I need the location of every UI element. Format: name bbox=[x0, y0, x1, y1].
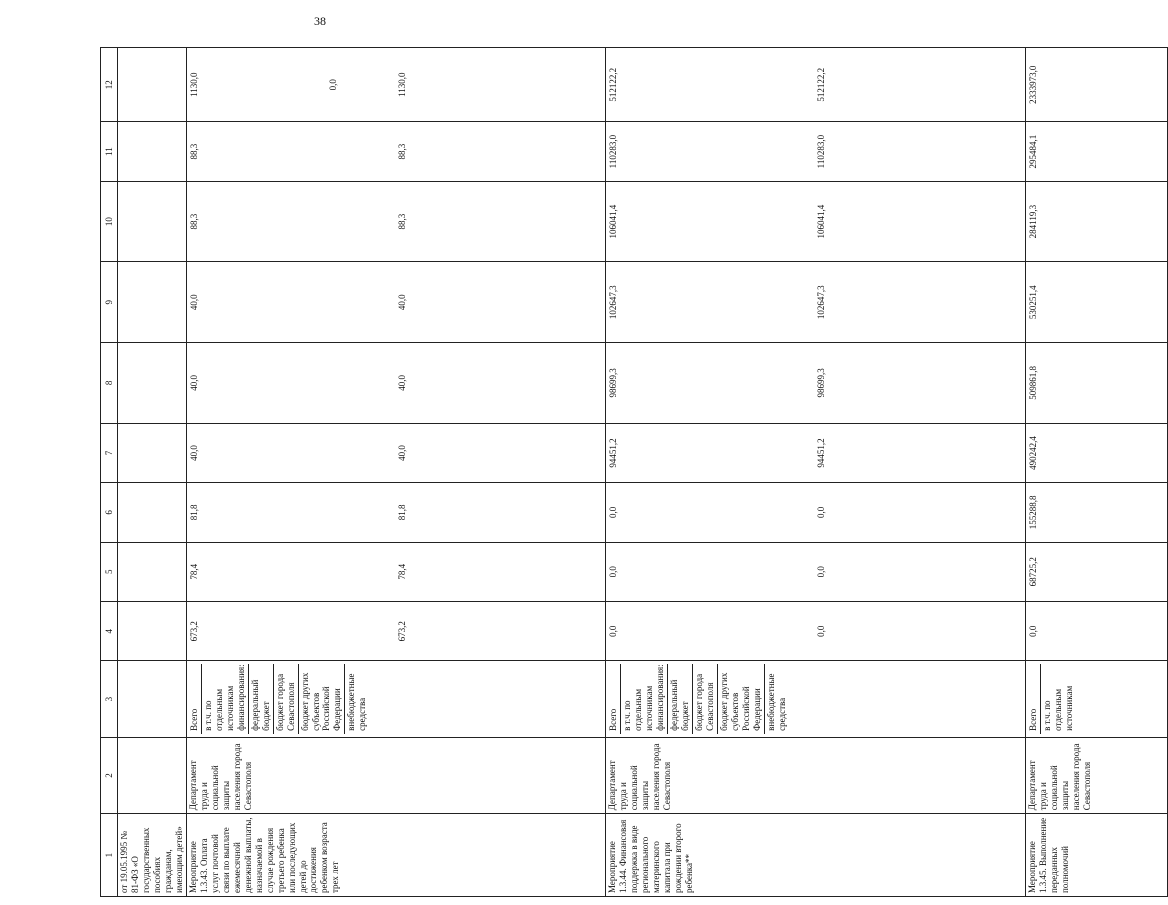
table-cell-value bbox=[257, 605, 326, 657]
value-column bbox=[1025, 262, 1167, 343]
table-cell-value: 530251,4 bbox=[1027, 285, 1038, 320]
table-cell-value bbox=[954, 265, 1023, 339]
table-cell-value bbox=[535, 125, 604, 177]
table-cell-value bbox=[954, 486, 1023, 538]
column-header: 5 bbox=[101, 542, 118, 601]
funding-source: бюджет города Севастополя bbox=[693, 664, 718, 733]
table-cell-value bbox=[465, 125, 534, 177]
column-header: 3 bbox=[101, 661, 118, 737]
measure-row bbox=[606, 48, 1025, 897]
empty-cell bbox=[118, 661, 187, 737]
value-column bbox=[1025, 181, 1167, 262]
table-cell-value: 509861,8 bbox=[1027, 366, 1038, 400]
table-cell-value: 0,0 bbox=[1027, 625, 1038, 637]
table-cell-value: 0,0 bbox=[816, 566, 827, 578]
funding-source: в т.ч. по отдельным источникам финансирования: bbox=[621, 664, 668, 733]
table-cell-value: 88,3 bbox=[397, 143, 408, 160]
table-cell-value: 102647,3 bbox=[608, 285, 619, 320]
table-cell-value bbox=[677, 125, 746, 177]
column-header: 8 bbox=[101, 343, 118, 424]
table-cell-value bbox=[535, 546, 604, 598]
value-column bbox=[606, 483, 1025, 542]
empty-cell bbox=[118, 737, 187, 813]
funding-source: Всего bbox=[188, 664, 202, 733]
table-cell-value: 284119,3 bbox=[1027, 204, 1038, 239]
table-cell-value bbox=[954, 427, 1023, 479]
value-column bbox=[1025, 423, 1167, 482]
table-cell-value bbox=[465, 185, 534, 259]
value-column bbox=[606, 48, 1025, 122]
table-cell-value: 0,0 bbox=[608, 506, 619, 518]
value-column bbox=[1025, 343, 1167, 424]
table-cell-value bbox=[746, 185, 815, 259]
value-column bbox=[186, 48, 605, 122]
funding-source: бюджет города Севастополя bbox=[274, 664, 299, 733]
rotated-sheet bbox=[100, 47, 1092, 897]
table-cell-value bbox=[257, 546, 326, 598]
value-column bbox=[606, 602, 1025, 661]
funding-source: внебюджетные средства bbox=[346, 673, 368, 731]
table-cell-value bbox=[535, 486, 604, 538]
table-cell-value: 40,0 bbox=[397, 375, 408, 391]
table-cell-value bbox=[885, 486, 954, 538]
value-column bbox=[186, 262, 605, 343]
table-cell-value bbox=[327, 546, 396, 598]
table-cell-value: 94451,2 bbox=[608, 438, 619, 468]
table-cell-value: 1130,0 bbox=[397, 72, 408, 97]
table-cell-value: 40,0 bbox=[188, 294, 199, 311]
table-cell-value bbox=[535, 427, 604, 479]
table-cell-value bbox=[954, 51, 1023, 118]
column-header: 12 bbox=[101, 48, 118, 122]
table-cell-value bbox=[885, 546, 954, 598]
table-cell-value bbox=[954, 546, 1023, 598]
value-column bbox=[606, 122, 1025, 181]
table-cell-value bbox=[257, 346, 326, 420]
funding-source: в т.ч. по отдельным источникам финансирования: bbox=[202, 664, 249, 733]
table-cell-value: 40,0 bbox=[188, 375, 199, 391]
funding-source: федеральный бюджет bbox=[249, 664, 274, 733]
value-column bbox=[186, 122, 605, 181]
column-header: 11 bbox=[101, 122, 118, 181]
table-cell-value bbox=[327, 185, 396, 259]
value-column bbox=[186, 602, 605, 661]
table-cell-value bbox=[954, 346, 1023, 420]
measure-name: Мероприятие 1.3.43. Оплата услуг почтовой связи по выплате ежемесячной денежной выплаты, назначаемой в случае рождения третьего ребенка или последующих детей до достижения ребенком возраста трех лет bbox=[186, 814, 605, 897]
table-cell-value bbox=[885, 605, 954, 657]
table-cell-value: 0,0 bbox=[816, 625, 827, 637]
empty-cell bbox=[118, 542, 187, 601]
table-cell-value bbox=[257, 486, 326, 538]
table-cell-value: 78,4 bbox=[397, 563, 408, 580]
table-cell-value bbox=[885, 51, 954, 118]
empty-cell bbox=[118, 343, 187, 424]
value-column bbox=[606, 542, 1025, 601]
table-cell-value: 110283,0 bbox=[608, 134, 619, 169]
column-header: 6 bbox=[101, 483, 118, 542]
table-cell-value bbox=[1096, 125, 1165, 177]
value-column bbox=[1025, 48, 1167, 122]
executor-name: Департамент труда и социальной защиты населения города Севастополя bbox=[1025, 737, 1167, 813]
table-cell-value: 0,0 bbox=[816, 506, 827, 518]
value-column bbox=[1025, 122, 1167, 181]
table-cell-value: 78,4 bbox=[188, 563, 199, 580]
table-cell-value: 88,3 bbox=[188, 213, 199, 230]
table-cell-value bbox=[257, 427, 326, 479]
table-cell-value bbox=[465, 51, 534, 118]
funding-source: бюджет других субъектов Российской Федерации bbox=[718, 664, 765, 733]
table-cell-value bbox=[465, 265, 534, 339]
table-cell-value bbox=[677, 51, 746, 118]
column-header: 7 bbox=[101, 423, 118, 482]
table-cell-value bbox=[535, 346, 604, 420]
value-column bbox=[186, 343, 605, 424]
table-cell-value bbox=[327, 125, 396, 177]
empty-cell bbox=[118, 122, 187, 181]
table-cell-value bbox=[954, 605, 1023, 657]
table-cell-value: 81,8 bbox=[188, 504, 199, 521]
budget-table bbox=[100, 47, 1168, 897]
table-cell-value bbox=[327, 346, 396, 420]
table-cell-value bbox=[1096, 605, 1165, 657]
table-cell-value bbox=[885, 346, 954, 420]
table-cell-value: 673,2 bbox=[397, 621, 408, 642]
table-cell-value: 1130,0 bbox=[188, 72, 199, 97]
table-cell-value: 106041,4 bbox=[608, 204, 619, 239]
table-cell-value: 40,0 bbox=[188, 445, 199, 461]
column-header: 9 bbox=[101, 262, 118, 343]
table-cell-value bbox=[1096, 546, 1165, 598]
table-cell-value: 40,0 bbox=[397, 294, 408, 311]
table-cell-value bbox=[465, 486, 534, 538]
table-cell-value bbox=[1096, 51, 1165, 118]
funding-sources bbox=[606, 661, 1025, 737]
table-cell-value bbox=[677, 546, 746, 598]
funding-source: в т.ч. по отдельным источникам bbox=[1041, 685, 1074, 731]
table-cell-value: 110283,0 bbox=[816, 134, 827, 169]
table-cell-value bbox=[465, 605, 534, 657]
table-cell-value bbox=[327, 427, 396, 479]
table-cell-value bbox=[746, 486, 815, 538]
table-cell-value bbox=[746, 427, 815, 479]
table-cell-value bbox=[1096, 486, 1165, 538]
value-column bbox=[606, 343, 1025, 424]
table-rotator bbox=[100, 47, 1092, 897]
table-cell-value bbox=[535, 265, 604, 339]
table-cell-value bbox=[327, 265, 396, 339]
table-cell-value: 94451,2 bbox=[816, 438, 827, 468]
table-cell-value bbox=[1096, 427, 1165, 479]
value-column bbox=[186, 423, 605, 482]
funding-source: внебюджетные средства bbox=[765, 673, 787, 731]
table-cell-value bbox=[465, 346, 534, 420]
table-cell-value: 673,2 bbox=[188, 621, 199, 642]
measure-row bbox=[1025, 48, 1167, 897]
table-cell-value bbox=[885, 427, 954, 479]
measure-row bbox=[186, 48, 605, 897]
table-cell-value bbox=[746, 546, 815, 598]
funding-sources bbox=[1025, 661, 1167, 737]
value-column bbox=[186, 483, 605, 542]
table-cell-value bbox=[677, 486, 746, 538]
value-column bbox=[1025, 602, 1167, 661]
empty-cell bbox=[118, 602, 187, 661]
table-cell-value bbox=[746, 51, 815, 118]
table-cell-value: 102647,3 bbox=[816, 285, 827, 320]
column-header: 10 bbox=[101, 181, 118, 262]
value-column bbox=[606, 262, 1025, 343]
table-cell-value bbox=[954, 125, 1023, 177]
table-cell-value: 0,0 bbox=[608, 625, 619, 637]
table-cell-value bbox=[746, 346, 815, 420]
value-column bbox=[606, 181, 1025, 262]
measure-name: Мероприятие 1.3.45. Выполнение переданных полномочий bbox=[1025, 814, 1167, 897]
funding-source: Всего bbox=[607, 664, 621, 733]
table-cell-value: 2333973,0 bbox=[1027, 65, 1038, 104]
table-cell-value bbox=[677, 605, 746, 657]
funding-source: федеральный бюджет bbox=[668, 664, 693, 733]
value-column bbox=[1025, 542, 1167, 601]
table-cell-value: 512122,2 bbox=[816, 67, 827, 102]
empty-cell bbox=[118, 262, 187, 343]
table-cell-value bbox=[885, 265, 954, 339]
funding-source: бюджет других субъектов Российской Федерации bbox=[299, 664, 346, 733]
value-column bbox=[606, 423, 1025, 482]
table-cell-value bbox=[257, 185, 326, 259]
table-cell-value bbox=[746, 605, 815, 657]
table-cell-value bbox=[885, 125, 954, 177]
table-cell-value bbox=[327, 486, 396, 538]
funding-source: Всего bbox=[1027, 664, 1041, 733]
table-cell-value bbox=[535, 605, 604, 657]
empty-cell bbox=[118, 181, 187, 262]
table-cell-value: 98699,3 bbox=[816, 368, 827, 398]
table-cell-value bbox=[465, 546, 534, 598]
value-column bbox=[1025, 483, 1167, 542]
page-number: 38 bbox=[314, 14, 326, 28]
column-header: 1 bbox=[101, 814, 118, 897]
table-cell-value: 40,0 bbox=[397, 445, 408, 461]
table-cell-value: 490242,4 bbox=[1027, 436, 1038, 470]
empty-cell bbox=[118, 483, 187, 542]
table-cell-value bbox=[1096, 346, 1165, 420]
table-cell-value bbox=[1096, 185, 1165, 259]
table-cell-value bbox=[465, 427, 534, 479]
table-cell-value: 88,3 bbox=[397, 213, 408, 230]
table-cell-value bbox=[257, 51, 326, 118]
empty-cell bbox=[118, 423, 187, 482]
table-cell-value bbox=[677, 346, 746, 420]
table-cell-value: 81,8 bbox=[397, 504, 408, 521]
column-header: 4 bbox=[101, 602, 118, 661]
value-column bbox=[186, 181, 605, 262]
table-cell-value bbox=[885, 185, 954, 259]
table-cell-value: 155288,8 bbox=[1027, 495, 1038, 530]
table-cell-value: 295484,1 bbox=[1027, 134, 1038, 169]
table-cell-value bbox=[746, 265, 815, 339]
executor-name: Департамент труда и социальной защиты населения города Севастополя bbox=[606, 737, 1025, 813]
funding-sources bbox=[186, 661, 605, 737]
table-cell-value bbox=[677, 427, 746, 479]
header-row bbox=[101, 48, 118, 897]
measure-name: от 19.05.1995 № 81-ФЗ «О государственных пособиях гражданам, имеющим детей» bbox=[118, 814, 187, 897]
table-cell-value bbox=[327, 605, 396, 657]
table-cell-value: 98699,3 bbox=[608, 368, 619, 398]
empty-cell bbox=[118, 48, 187, 122]
table-cell-value: 0,0 bbox=[608, 566, 619, 578]
table-cell-value bbox=[535, 51, 604, 118]
table-cell-value bbox=[257, 265, 326, 339]
table-cell-value bbox=[954, 185, 1023, 259]
column-header: 2 bbox=[101, 737, 118, 813]
table-cell-value: 68725,2 bbox=[1027, 557, 1038, 587]
table-cell-value bbox=[535, 185, 604, 259]
table-cell-value: 512122,2 bbox=[608, 67, 619, 102]
measure-name: Мероприятие 1.3.44. Финансовая поддержка в виде регионального материнского капитала при рождении второго ребенка** bbox=[606, 814, 1025, 897]
value-column bbox=[186, 542, 605, 601]
table-cell-value: 106041,4 bbox=[816, 204, 827, 239]
table-cell-value: 88,3 bbox=[188, 143, 199, 160]
table-cell-value bbox=[1096, 265, 1165, 339]
continuation-row bbox=[118, 48, 187, 897]
table-cell-value bbox=[746, 125, 815, 177]
table-cell-value bbox=[677, 185, 746, 259]
executor-name: Департамент труда и социальной защиты населения города Севастополя bbox=[186, 737, 605, 813]
table-cell-value bbox=[677, 265, 746, 339]
table-cell-value: 0,0 bbox=[327, 79, 338, 91]
table-cell-value bbox=[257, 125, 326, 177]
